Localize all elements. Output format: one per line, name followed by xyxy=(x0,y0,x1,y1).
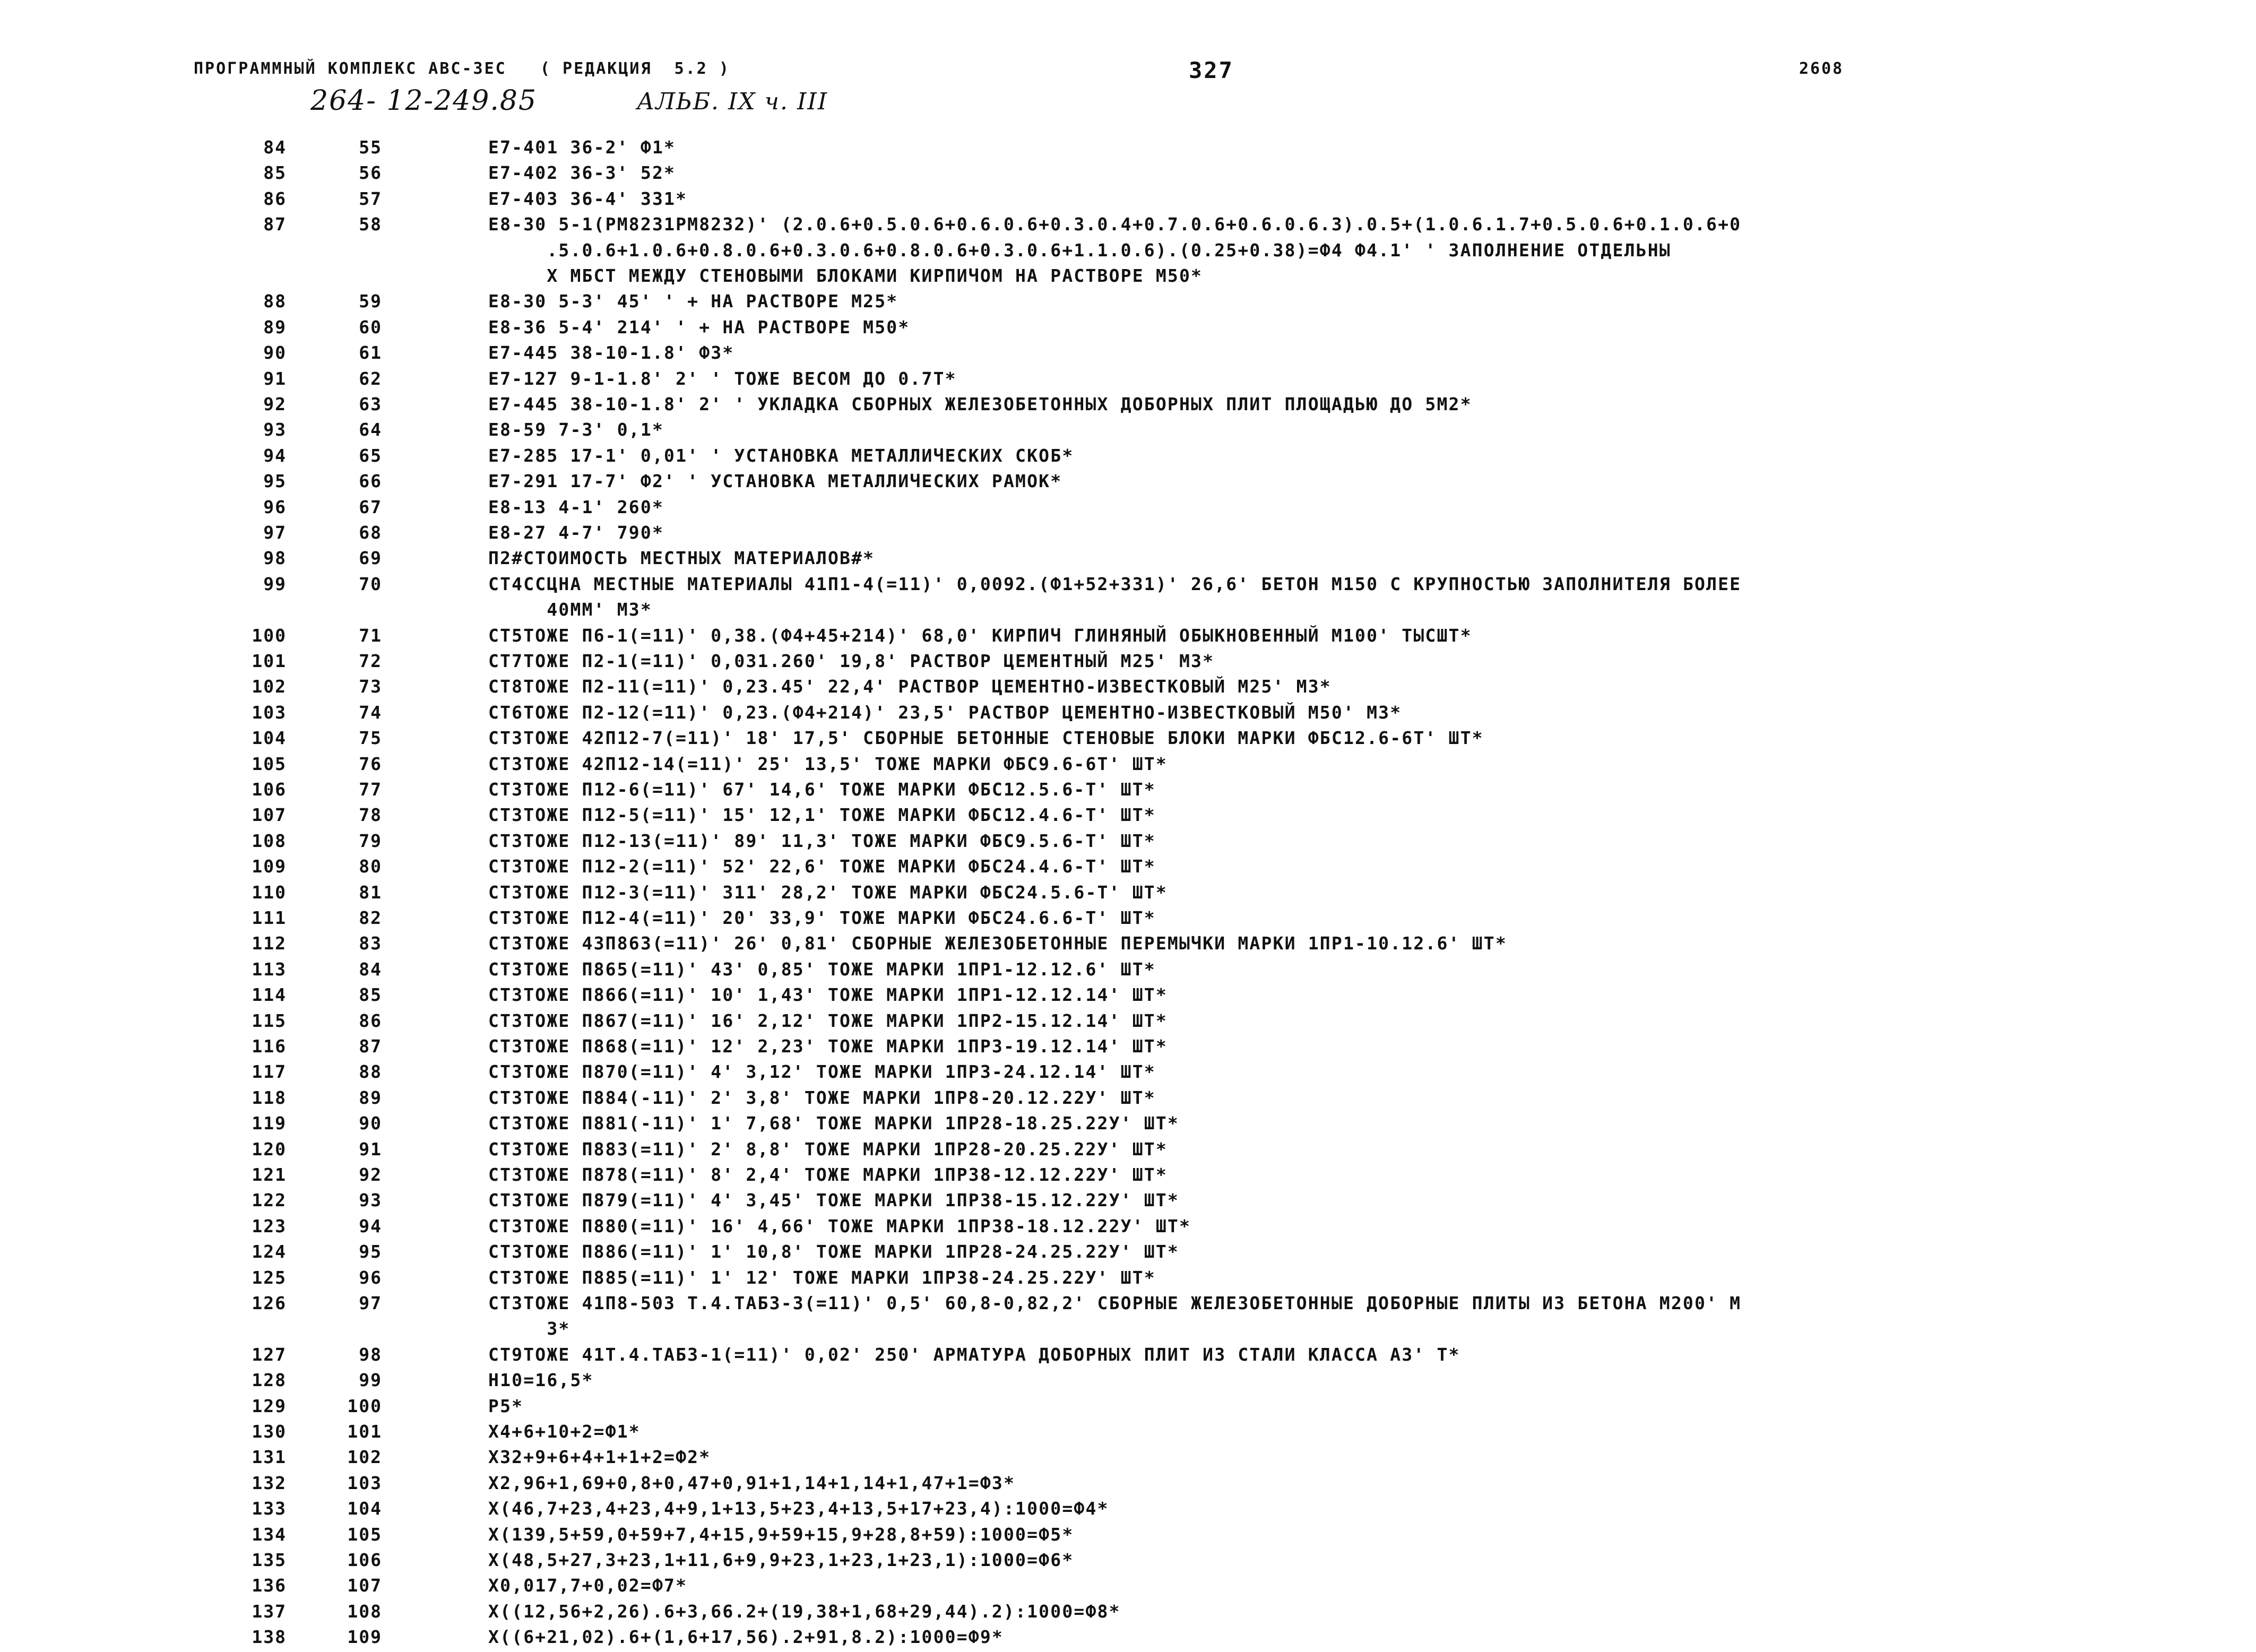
listing-row xyxy=(0,1575,2256,1601)
listing-row xyxy=(0,1473,2256,1498)
statement-text: СТ3ТОЖЕ П878(=11)' 8' 2,4' ТОЖЕ МАРКИ 1ПР38-12.12.22У' ШТ* xyxy=(488,1164,1168,1185)
sequence-number: 136 xyxy=(252,1575,287,1596)
statement-text: СТ7ТОЖЕ П2-1(=11)' 0,031.260' 19,8' РАСТВОР ЦЕМЕНТНЫЙ М25' М3* xyxy=(488,651,1215,671)
statement-number: 83 xyxy=(359,933,382,954)
listing-row xyxy=(0,497,2256,522)
sequence-number: 124 xyxy=(252,1241,287,1262)
listing-row xyxy=(0,984,2256,1010)
statement-number: 57 xyxy=(359,188,382,209)
listing-row xyxy=(0,1190,2256,1215)
statement-number: 74 xyxy=(359,702,382,723)
sequence-number: 84 xyxy=(263,137,287,158)
statement-number: 76 xyxy=(359,753,382,774)
listing-row xyxy=(0,1241,2256,1267)
sequence-number: 110 xyxy=(252,881,287,903)
listing-row xyxy=(0,1216,2256,1241)
statement-text: СТ3ТОЖЕ 42П12-14(=11)' 25' 13,5' ТОЖЕ МАРКИ ФБС9.6-6Т' ШТ* xyxy=(488,753,1168,774)
statement-number: 87 xyxy=(359,1036,382,1057)
sequence-number: 105 xyxy=(252,753,287,774)
statement-number: 58 xyxy=(359,214,382,235)
sequence-number: 130 xyxy=(252,1421,287,1442)
sequence-number: 131 xyxy=(252,1447,287,1468)
listing-row xyxy=(0,1164,2256,1190)
statement-number: 63 xyxy=(359,394,382,414)
program-header: ПРОГРАММНЫЙ КОМПЛЕКС АВС-3ЕС ( РЕДАКЦИЯ 5.2 ) xyxy=(194,59,730,78)
sequence-number: 100 xyxy=(252,625,287,646)
statement-text: E8-36 5-4' 214' ' + НА РАСТВОРЕ М50* xyxy=(488,316,910,338)
statement-text: X((12,56+2,26).6+3,66.2+(19,38+1,68+29,44).2):1000=Ф8* xyxy=(488,1601,1121,1622)
statement-number: 102 xyxy=(347,1447,382,1468)
sequence-number: 92 xyxy=(263,394,287,414)
statement-text: X(46,7+23,4+23,4+9,1+13,5+23,4+13,5+17+23,4):1000=Ф4* xyxy=(488,1498,1109,1519)
sequence-number: 134 xyxy=(252,1524,287,1545)
listing-row xyxy=(0,702,2256,728)
sequence-number: 116 xyxy=(252,1036,287,1057)
statement-text: Х МБСТ МЕЖДУ СТЕНОВЫМИ БЛОКАМИ КИРПИЧОМ НА РАСТВОРЕ М50* xyxy=(488,265,1203,286)
statement-text: X(139,5+59,0+59+7,4+15,9+59+15,9+28,8+59):1000=Ф5* xyxy=(488,1524,1074,1545)
listing-row xyxy=(0,137,2256,162)
listing-row xyxy=(0,1139,2256,1164)
sequence-number: 119 xyxy=(252,1113,287,1134)
page-number: 327 xyxy=(1189,57,1234,83)
statement-text: E7-291 17-7' Ф2' ' УСТАНОВКА МЕТАЛЛИЧЕСКИХ РАМОК* xyxy=(488,471,1062,492)
statement-number: 107 xyxy=(347,1575,382,1596)
sequence-number: 137 xyxy=(252,1601,287,1622)
listing-row xyxy=(0,548,2256,573)
statement-number: 88 xyxy=(359,1061,382,1083)
listing-row xyxy=(0,214,2256,286)
statement-text: СТ3ТОЖЕ П881(-11)' 1' 7,68' ТОЖЕ МАРКИ 1ПР28-18.25.22У' ШТ* xyxy=(488,1113,1179,1134)
listing-row xyxy=(0,445,2256,471)
sequence-number: 123 xyxy=(252,1215,287,1236)
listing-row xyxy=(0,882,2256,907)
statement-number: 80 xyxy=(359,856,382,877)
listing-row xyxy=(0,1267,2256,1293)
statement-number: 79 xyxy=(359,830,382,851)
statement-number: 61 xyxy=(359,342,382,364)
sequence-number: 89 xyxy=(263,316,287,338)
listing-row xyxy=(0,162,2256,188)
statement-text: СТ3ТОЖЕ П884(-11)' 2' 3,8' ТОЖЕ МАРКИ 1ПР8-20.12.22У' ШТ* xyxy=(488,1087,1156,1108)
listing-row xyxy=(0,907,2256,933)
listing-row xyxy=(0,522,2256,548)
sequence-number: 115 xyxy=(252,1010,287,1031)
sequence-number: 114 xyxy=(252,984,287,1006)
statement-number: 100 xyxy=(347,1395,382,1416)
listing-row xyxy=(0,728,2256,753)
statement-number: 70 xyxy=(359,573,382,594)
sequence-number: 118 xyxy=(252,1087,287,1108)
statement-text: Н10=16,5* xyxy=(488,1370,594,1391)
statement-text: СТ3ТОЖЕ П12-6(=11)' 67' 14,6' ТОЖЕ МАРКИ ФБС12.5.6-Т' ШТ* xyxy=(488,779,1156,800)
statement-text: E7-445 38-10-1.8' Ф3* xyxy=(488,342,734,364)
statement-number: 84 xyxy=(359,958,382,980)
sequence-number: 107 xyxy=(252,805,287,826)
listing-row xyxy=(0,805,2256,830)
listing-row xyxy=(0,1601,2256,1627)
statement-text: СТ8ТОЖЕ П2-11(=11)' 0,23.45' 22,4' РАСТВОР ЦЕМЕНТНО-ИЗВЕСТКОВЫЙ М25' М3* xyxy=(488,676,1332,697)
sequence-number: 90 xyxy=(263,342,287,364)
listing-row xyxy=(0,676,2256,702)
statement-number: 55 xyxy=(359,137,382,158)
statement-text: E7-403 36-4' 331* xyxy=(488,188,688,209)
statement-text: СТ9ТОЖЕ 41Т.4.ТАБ3-1(=11)' 0,02' 250' АРМАТУРА ДОБОРНЫХ ПЛИТ ИЗ СТАЛИ КЛАССА А3' Т* xyxy=(488,1344,1460,1365)
statement-number: 59 xyxy=(359,291,382,312)
listing-row xyxy=(0,625,2256,651)
statement-text: СТ3ТОЖЕ П12-13(=11)' 89' 11,3' ТОЖЕ МАРКИ ФБС9.5.6-Т' ШТ* xyxy=(488,830,1156,851)
sequence-number: 129 xyxy=(252,1395,287,1416)
statement-text: 40ММ' М3* xyxy=(488,599,652,620)
statement-number: 64 xyxy=(359,419,382,440)
statement-text: E7-285 17-1' 0,01' ' УСТАНОВКА МЕТАЛЛИЧЕСКИХ СКОБ* xyxy=(488,445,1074,466)
sequence-number: 95 xyxy=(263,471,287,492)
listing-row xyxy=(0,831,2256,856)
sequence-number: 99 xyxy=(263,573,287,594)
sequence-number: 111 xyxy=(252,907,287,928)
sequence-number: 101 xyxy=(252,651,287,671)
listing-row xyxy=(0,651,2256,676)
statement-number: 69 xyxy=(359,548,382,569)
statement-text: X(48,5+27,3+23,1+11,6+9,9+23,1+23,1+23,1):1000=Ф6* xyxy=(488,1550,1074,1570)
listing-row xyxy=(0,1087,2256,1113)
statement-number: 94 xyxy=(359,1215,382,1236)
statement-text: E7-402 36-3' 52* xyxy=(488,162,676,184)
statement-text: E8-27 4-7' 790* xyxy=(488,522,664,543)
statement-number: 71 xyxy=(359,625,382,646)
statement-number: 65 xyxy=(359,445,382,466)
statement-number: 108 xyxy=(347,1601,382,1622)
listing-row xyxy=(0,1061,2256,1087)
listing-row xyxy=(0,1396,2256,1421)
listing-row xyxy=(0,1113,2256,1138)
statement-text: E8-30 5-1(PM8231PM8232)' (2.0.6+0.5.0.6+0.6.0.6+0.3.0.4+0.7.0.6+0.6.0.6.3).0.5+(1.0.6.1.7+0.5.0.6+0.1.0.6+0 xyxy=(488,214,1742,235)
sequence-number: 120 xyxy=(252,1138,287,1160)
handwritten-album: АЛЬБ. IX ч. III xyxy=(637,88,828,115)
listing-row xyxy=(0,1344,2256,1370)
statement-number: 101 xyxy=(347,1421,382,1442)
statement-number: 73 xyxy=(359,676,382,697)
statement-number: 99 xyxy=(359,1370,382,1391)
statement-text: X32+9+6+4+1+1+2=Ф2* xyxy=(488,1447,711,1468)
sequence-number: 113 xyxy=(252,958,287,980)
sequence-number: 117 xyxy=(252,1061,287,1083)
listing-row xyxy=(0,779,2256,805)
listing-row xyxy=(0,959,2256,984)
sequence-number: 94 xyxy=(263,445,287,466)
sequence-number: 87 xyxy=(263,214,287,235)
sequence-number: 102 xyxy=(252,676,287,697)
statement-text: СТ4ССЦНА МЕСТНЫЕ МАТЕРИАЛЫ 41П1-4(=11)' 0,0092.(Ф1+52+331)' 26,6' БЕТОН М150 С КРУПНОСТЬЮ ЗАПОЛНИТЕЛЯ БОЛЕЕ xyxy=(488,573,1742,594)
statement-text: X4+6+10+2=Ф1* xyxy=(488,1421,641,1442)
statement-text: П2#СТОИМОСТЬ МЕСТНЫХ МАТЕРИАЛОВ#* xyxy=(488,548,875,569)
sequence-number: 93 xyxy=(263,419,287,440)
statement-text: СТ3ТОЖЕ П12-5(=11)' 15' 12,1' ТОЖЕ МАРКИ ФБС12.4.6-Т' ШТ* xyxy=(488,805,1156,826)
statement-text: СТ3ТОЖЕ П870(=11)' 4' 3,12' ТОЖЕ МАРКИ 1ПР3-24.12.14' ШТ* xyxy=(488,1061,1156,1083)
statement-text: E7-127 9-1-1.8' 2' ' ТОЖЕ ВЕСОМ ДО 0.7Т* xyxy=(488,368,957,389)
statement-number: 66 xyxy=(359,471,382,492)
statement-text: СТ3ТОЖЕ П885(=11)' 1' 12' ТОЖЕ МАРКИ 1ПР38-24.25.22У' ШТ* xyxy=(488,1267,1156,1288)
statement-text: X0,017,7+0,02=Ф7* xyxy=(488,1575,688,1596)
sequence-number: 138 xyxy=(252,1627,287,1648)
statement-number: 92 xyxy=(359,1164,382,1185)
statement-number: 86 xyxy=(359,1010,382,1031)
statement-number: 104 xyxy=(347,1498,382,1519)
statement-number: 95 xyxy=(359,1241,382,1262)
statement-number: 67 xyxy=(359,496,382,517)
statement-text: Р5* xyxy=(488,1395,524,1416)
listing-row xyxy=(0,1293,2256,1339)
listing-row xyxy=(0,291,2256,316)
statement-text: E8-13 4-1' 260* xyxy=(488,496,664,517)
sequence-number: 103 xyxy=(252,702,287,723)
statement-text: E7-445 38-10-1.8' 2' ' УКЛАДКА СБОРНЫХ ЖЕЛЕЗОБЕТОННЫХ ДОБОРНЫХ ПЛИТ ПЛОЩАДЬЮ ДО 5М2* xyxy=(488,394,1472,414)
statement-text: СТ3ТОЖЕ П865(=11)' 43' 0,85' ТОЖЕ МАРКИ 1ПР1-12.12.6' ШТ* xyxy=(488,958,1156,980)
statement-text: 3* xyxy=(488,1318,571,1339)
sequence-number: 98 xyxy=(263,548,287,569)
statement-number: 77 xyxy=(359,779,382,800)
statement-text: СТ3ТОЖЕ П12-3(=11)' 311' 28,2' ТОЖЕ МАРКИ ФБС24.5.6-Т' ШТ* xyxy=(488,881,1168,903)
statement-number: 98 xyxy=(359,1344,382,1365)
listing-row xyxy=(0,342,2256,368)
listing-row xyxy=(0,1010,2256,1036)
listing-row xyxy=(0,1627,2256,1652)
statement-text: СТ3ТОЖЕ 41П8-503 Т.4.ТАБ3-3(=11)' 0,5' 60,8-0,82,2' СБОРНЫЕ ЖЕЛЕЗОБЕТОННЫЕ ДОБОРНЫЕ ПЛИТЫ ИЗ БЕТОНА М200' М xyxy=(488,1293,1742,1313)
listing-row xyxy=(0,573,2256,620)
listing-row xyxy=(0,471,2256,496)
sequence-number: 121 xyxy=(252,1164,287,1185)
listing-row xyxy=(0,1550,2256,1575)
statement-text: E7-401 36-2' Ф1* xyxy=(488,137,676,158)
sequence-number: 104 xyxy=(252,728,287,749)
statement-text: СТ6ТОЖЕ П2-12(=11)' 0,23.(Ф4+214)' 23,5' РАСТВОР ЦЕМЕНТНО-ИЗВЕСТКОВЫЙ М50' М3* xyxy=(488,702,1402,723)
statement-number: 103 xyxy=(347,1472,382,1493)
statement-number: 96 xyxy=(359,1267,382,1288)
statement-number: 72 xyxy=(359,651,382,671)
statement-number: 90 xyxy=(359,1113,382,1134)
listing-row xyxy=(0,394,2256,419)
listing-row xyxy=(0,933,2256,958)
statement-number: 78 xyxy=(359,805,382,826)
statement-number: 91 xyxy=(359,1138,382,1160)
statement-text: СТ3ТОЖЕ П866(=11)' 10' 1,43' ТОЖЕ МАРКИ 1ПР1-12.12.14' ШТ* xyxy=(488,984,1168,1006)
sequence-number: 132 xyxy=(252,1472,287,1493)
sequence-number: 135 xyxy=(252,1550,287,1570)
statement-number: 56 xyxy=(359,162,382,184)
listing-row xyxy=(0,317,2256,342)
statement-text: X2,96+1,69+0,8+0,47+0,91+1,14+1,14+1,47+1=Ф3* xyxy=(488,1472,1016,1493)
statement-text: СТ3ТОЖЕ П868(=11)' 12' 2,23' ТОЖЕ МАРКИ 1ПР3-19.12.14' ШТ* xyxy=(488,1036,1168,1057)
sequence-number: 122 xyxy=(252,1190,287,1211)
listing-row xyxy=(0,754,2256,779)
statement-number: 109 xyxy=(347,1627,382,1648)
statement-text: СТ3ТОЖЕ 42П12-7(=11)' 18' 17,5' СБОРНЫЕ БЕТОННЫЕ СТЕНОВЫЕ БЛОКИ МАРКИ ФБС12.6-6Т' ШТ* xyxy=(488,728,1484,749)
statement-number: 60 xyxy=(359,316,382,338)
statement-text: .5.0.6+1.0.6+0.8.0.6+0.3.0.6+0.8.0.6+0.3.0.6+1.1.0.6).(0.25+0.38)=Ф4 Ф4.1' ' ЗАПОЛНЕНИЕ ОТДЕЛЬНЫ xyxy=(488,239,1671,261)
statement-number: 62 xyxy=(359,368,382,389)
statement-number: 82 xyxy=(359,907,382,928)
statement-number: 75 xyxy=(359,728,382,749)
statement-number: 85 xyxy=(359,984,382,1006)
statement-text: СТ3ТОЖЕ П883(=11)' 2' 8,8' ТОЖЕ МАРКИ 1ПР28-20.25.22У' ШТ* xyxy=(488,1138,1168,1160)
sequence-number: 128 xyxy=(252,1370,287,1391)
sequence-number: 96 xyxy=(263,496,287,517)
statement-text: СТ3ТОЖЕ П12-4(=11)' 20' 33,9' ТОЖЕ МАРКИ ФБС24.6.6-Т' ШТ* xyxy=(488,907,1156,928)
sequence-number: 112 xyxy=(252,933,287,954)
listing-row xyxy=(0,1421,2256,1447)
sequence-number: 97 xyxy=(263,522,287,543)
sequence-number: 86 xyxy=(263,188,287,209)
listing-row xyxy=(0,368,2256,394)
handwritten-code: 264- 12-249.85 xyxy=(310,85,538,117)
statement-text: X((6+21,02).6+(1,6+17,56).2+91,8.2):1000=Ф9* xyxy=(488,1627,1004,1648)
sheet-number: 2608 xyxy=(1799,59,1844,78)
statement-text: СТ3ТОЖЕ П12-2(=11)' 52' 22,6' ТОЖЕ МАРКИ ФБС24.4.6-Т' ШТ* xyxy=(488,856,1156,877)
statement-text: СТ3ТОЖЕ П879(=11)' 4' 3,45' ТОЖЕ МАРКИ 1ПР38-15.12.22У' ШТ* xyxy=(488,1190,1179,1211)
sequence-number: 88 xyxy=(263,291,287,312)
statement-number: 105 xyxy=(347,1524,382,1545)
listing-row xyxy=(0,856,2256,881)
sequence-number: 125 xyxy=(252,1267,287,1288)
sequence-number: 91 xyxy=(263,368,287,389)
sequence-number: 106 xyxy=(252,779,287,800)
statement-number: 89 xyxy=(359,1087,382,1108)
statement-text: СТ3ТОЖЕ 43П863(=11)' 26' 0,81' СБОРНЫЕ ЖЕЛЕЗОБЕТОННЫЕ ПЕРЕМЫЧКИ МАРКИ 1ПР1-10.12.6' ШТ* xyxy=(488,933,1507,954)
statement-text: СТ3ТОЖЕ П880(=11)' 16' 4,66' ТОЖЕ МАРКИ 1ПР38-18.12.22У' ШТ* xyxy=(488,1215,1191,1236)
listing-row xyxy=(0,419,2256,445)
sequence-number: 133 xyxy=(252,1498,287,1519)
statement-text: СТ3ТОЖЕ П886(=11)' 1' 10,8' ТОЖЕ МАРКИ 1ПР28-24.25.22У' ШТ* xyxy=(488,1241,1179,1262)
statement-text: E8-59 7-3' 0,1* xyxy=(488,419,664,440)
listing-row xyxy=(0,1447,2256,1472)
statement-text: СТ5ТОЖЕ П6-1(=11)' 0,38.(Ф4+45+214)' 68,0' КИРПИЧ ГЛИНЯНЫЙ ОБЫКНОВЕННЫЙ М100' ТЫСШТ* xyxy=(488,625,1472,646)
statement-number: 68 xyxy=(359,522,382,543)
statement-text: E8-30 5-3' 45' ' + НА РАСТВОРЕ М25* xyxy=(488,291,898,312)
statement-number: 81 xyxy=(359,881,382,903)
statement-text: СТ3ТОЖЕ П867(=11)' 16' 2,12' ТОЖЕ МАРКИ 1ПР2-15.12.14' ШТ* xyxy=(488,1010,1168,1031)
listing-row xyxy=(0,1370,2256,1395)
sequence-number: 109 xyxy=(252,856,287,877)
sequence-number: 85 xyxy=(263,162,287,184)
statement-number: 93 xyxy=(359,1190,382,1211)
sequence-number: 126 xyxy=(252,1293,287,1313)
listing-row xyxy=(0,1036,2256,1061)
listing-row xyxy=(0,1498,2256,1524)
sequence-number: 127 xyxy=(252,1344,287,1365)
sequence-number: 108 xyxy=(252,830,287,851)
listing-row xyxy=(0,188,2256,214)
listing-row xyxy=(0,1524,2256,1550)
statement-number: 106 xyxy=(347,1550,382,1570)
statement-number: 97 xyxy=(359,1293,382,1313)
